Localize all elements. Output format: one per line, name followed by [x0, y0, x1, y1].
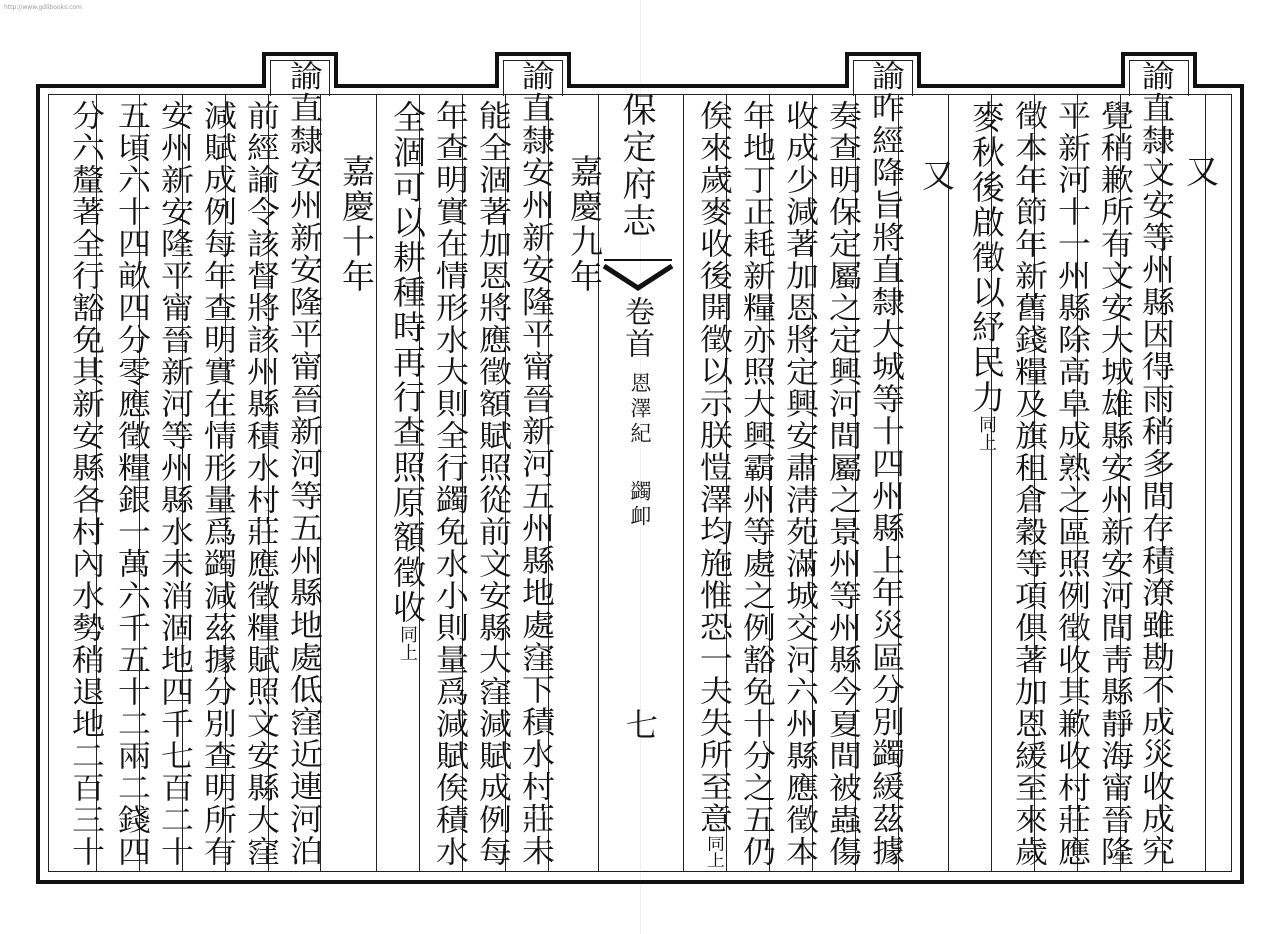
text-column: 諭昨經降旨將直隸大城等十四州縣上年災區分別蠲緩茲據: [867, 60, 906, 868]
text-column: 全涸可以耕種時再行查照原額徵收同上: [388, 100, 427, 661]
source-note: 同上: [397, 625, 418, 661]
text-column: 安州新安隆平甯晉新河等州縣水未消涸地四千七百二十: [156, 100, 195, 868]
text-column: 又: [1181, 154, 1220, 189]
text-column: 平新河十一州縣除高阜成熟之區照例徵收其歉收村莊應: [1053, 100, 1092, 868]
text-column: 減賦成例每年查明實在情形量爲蠲減茲據分別查明所有: [199, 100, 238, 868]
text-column: 年查明實在情形水大則全行蠲免水小則量爲減賦俟積水: [431, 100, 470, 868]
source-note: 同上: [704, 834, 725, 868]
source-note: 同上: [976, 415, 997, 451]
text-column: 俟來歲麥收後開徵以示朕愷澤均施惟恐一夫失所至意同上: [695, 100, 734, 868]
column-rule: [948, 95, 949, 871]
text-column: 前經諭令該督將該州縣積水村莊應徵糧賦照文安縣大窪: [242, 100, 281, 868]
text-column: 諭直隸安州新安隆平甯晉新河等五州縣地處低窪近連河泊: [285, 60, 324, 868]
text-column: 五頃六十四畝四分零應徵糧銀一萬六千五十二兩二錢四: [113, 100, 152, 868]
column-rule: [376, 95, 377, 871]
text-column: 分六釐著全行豁免其新安縣各村內水勢稍退地二百三十: [67, 100, 106, 868]
text-column: 奏查明保定屬之定興河間屬之景州等州縣今夏間被蟲傷: [824, 100, 863, 868]
subsection-label: 蠲卹: [628, 480, 652, 530]
column-rule: [683, 95, 684, 871]
year-heading: 嘉慶十年: [337, 154, 376, 294]
text-column: 麥秋後啟徵以紓民力同上: [967, 100, 1006, 451]
volume-label: 卷首: [619, 296, 654, 360]
text-column: 又: [917, 158, 956, 193]
text-column: 收成少減著加恩將定興安肅淸苑滿城交河六州縣應徵本: [781, 100, 820, 868]
year-heading: 嘉慶九年: [565, 154, 604, 294]
text-column: 年地丁正耗新糧亦照大興霸州等處之例豁免十分之五仍: [738, 100, 777, 868]
text-column: 諭直隸文安等州縣因得雨稍多間存積潦雖勘不成災收成究: [1137, 60, 1176, 868]
fish-tail-mark: [602, 258, 674, 298]
watermark: http://www.gdlibooks.com: [4, 4, 82, 11]
text-column: 能全涸著加恩將應徵額賦照從前文安縣大窪減賦成例每: [474, 100, 513, 868]
page-number: 七: [621, 708, 659, 740]
text-column: 覺稍歉所有文安大城雄縣安州新安河間靑縣靜海甯晉隆: [1096, 100, 1135, 868]
section-label: 恩澤紀: [628, 372, 652, 447]
text-column: 徵本年節年新舊錢糧及旗租倉穀等項俱著加恩緩至來歲: [1010, 100, 1049, 868]
column-rule: [1205, 95, 1206, 871]
text-column: 諭直隸安州新安隆平甯晉新河五州縣地處窪下積水村莊未: [517, 60, 556, 868]
book-title: 保定府志: [616, 92, 656, 240]
